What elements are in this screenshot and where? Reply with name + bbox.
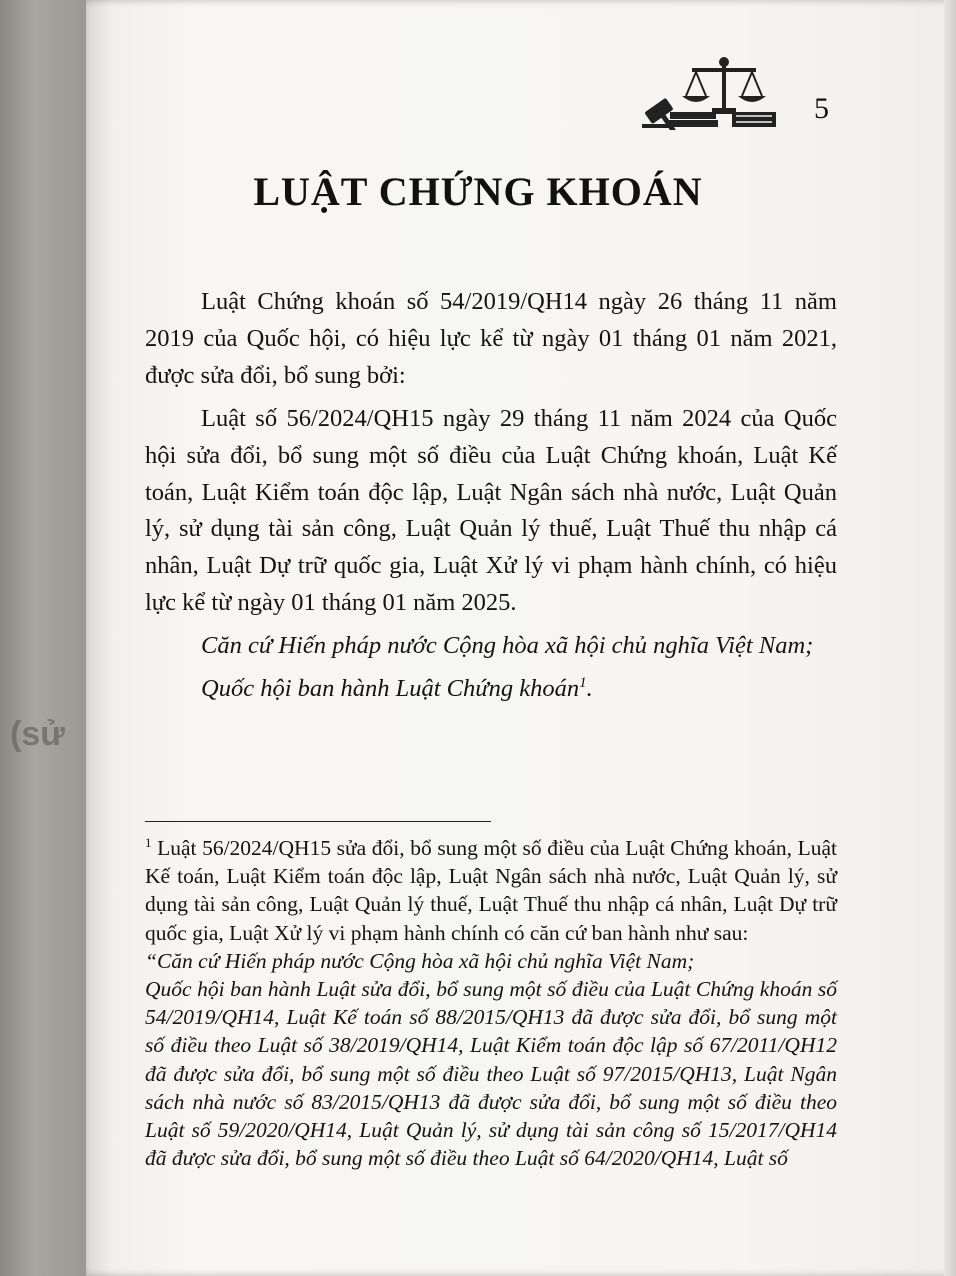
scales-of-justice-gavel-icon bbox=[640, 50, 790, 130]
enactment-end: . bbox=[586, 675, 593, 703]
body-text bbox=[145, 284, 837, 714]
paragraph-enactment bbox=[145, 671, 837, 708]
bleed-through-text: (sử bbox=[10, 715, 65, 753]
footnote-marker: 1 bbox=[145, 834, 152, 850]
paragraph-law-info: Luật Chứng khoán số 54/2019/QH14 ngày 26 tháng 11 năm 2019 của Quốc hội, có hiệu lực kể từ ngày 01 tháng 01 năm 2021, được sửa đổi, bổ sung bởi: bbox=[145, 288, 837, 389]
page-number: 5 bbox=[814, 92, 829, 125]
footnote-separator bbox=[145, 821, 491, 822]
footnote-reference[interactable]: 1 bbox=[579, 674, 587, 691]
law-title: LUẬT CHỨNG KHOÁN bbox=[253, 169, 703, 214]
footnote bbox=[145, 834, 837, 1172]
footnote-quote-enactment: Quốc hội ban hành Luật sửa đổi, bổ sung một số điều của Luật Chứng khoán số 54/2019/QH14, Luật Kế toán số 88/2015/QH13 đã được sửa đổi, bổ sung một số điều theo Luật số 38/2019/QH14, Luật Kiểm toán độc lập số 67/2011/QH12 đã được sửa đổi, bổ sung một số điều theo Luật số 97/2015/QH13, Luật Ngân sách nhà nước số 83/2015/QH13 đã được sửa đổi, bổ sung một số điều theo Luật số 59/2020/QH14, Luật Quản lý, sử dụng tài sản công số 15/2017/QH14 đã được sửa đổi, bổ sung một số điều theo Luật số 64/2020/QH14, Luật số bbox=[145, 977, 837, 1171]
paragraph-constitution-basis: Căn cứ Hiến pháp nước Cộng hòa xã hội chủ nghĩa Việt Nam; bbox=[201, 632, 814, 660]
footnote-quote-constitution: “Căn cứ Hiến pháp nước Cộng hòa xã hội chủ nghĩa Việt Nam; bbox=[145, 948, 695, 973]
footnote-text: Luật 56/2024/QH15 sửa đổi, bổ sung một số điều của Luật Chứng khoán, Luật Kế toán, Luật Kiểm toán độc lập, Luật Ngân sách nhà nước, Luật Quản lý, sử dụng tài sản công, Luật Quản lý thuế, Luật Thuế thu nhập cá nhân, Luật Dự trữ quốc gia, Luật Xử lý vi phạm hành chính có căn cứ ban hành như sau: bbox=[145, 836, 837, 945]
enactment-text: Quốc hội ban hành Luật Chứng khoán bbox=[201, 675, 580, 703]
footnote-intro bbox=[145, 834, 837, 947]
paragraph-amendment: Luật số 56/2024/QH15 ngày 29 tháng 11 năm 2024 của Quốc hội sửa đổi, bổ sung một số điều của Luật Chứng khoán, Luật Kế toán, Luật Kiểm toán độc lập, Luật Ngân sách nhà nước, Luật Quản lý, sử dụng tài sản công, Luật Quản lý thuế, Luật Thuế thu nhập cá nhân, Luật Dự trữ quốc gia, Luật Xử lý vi phạm hành chính, có hiệu lực kể từ ngày 01 tháng 01 năm 2025. bbox=[145, 404, 837, 617]
